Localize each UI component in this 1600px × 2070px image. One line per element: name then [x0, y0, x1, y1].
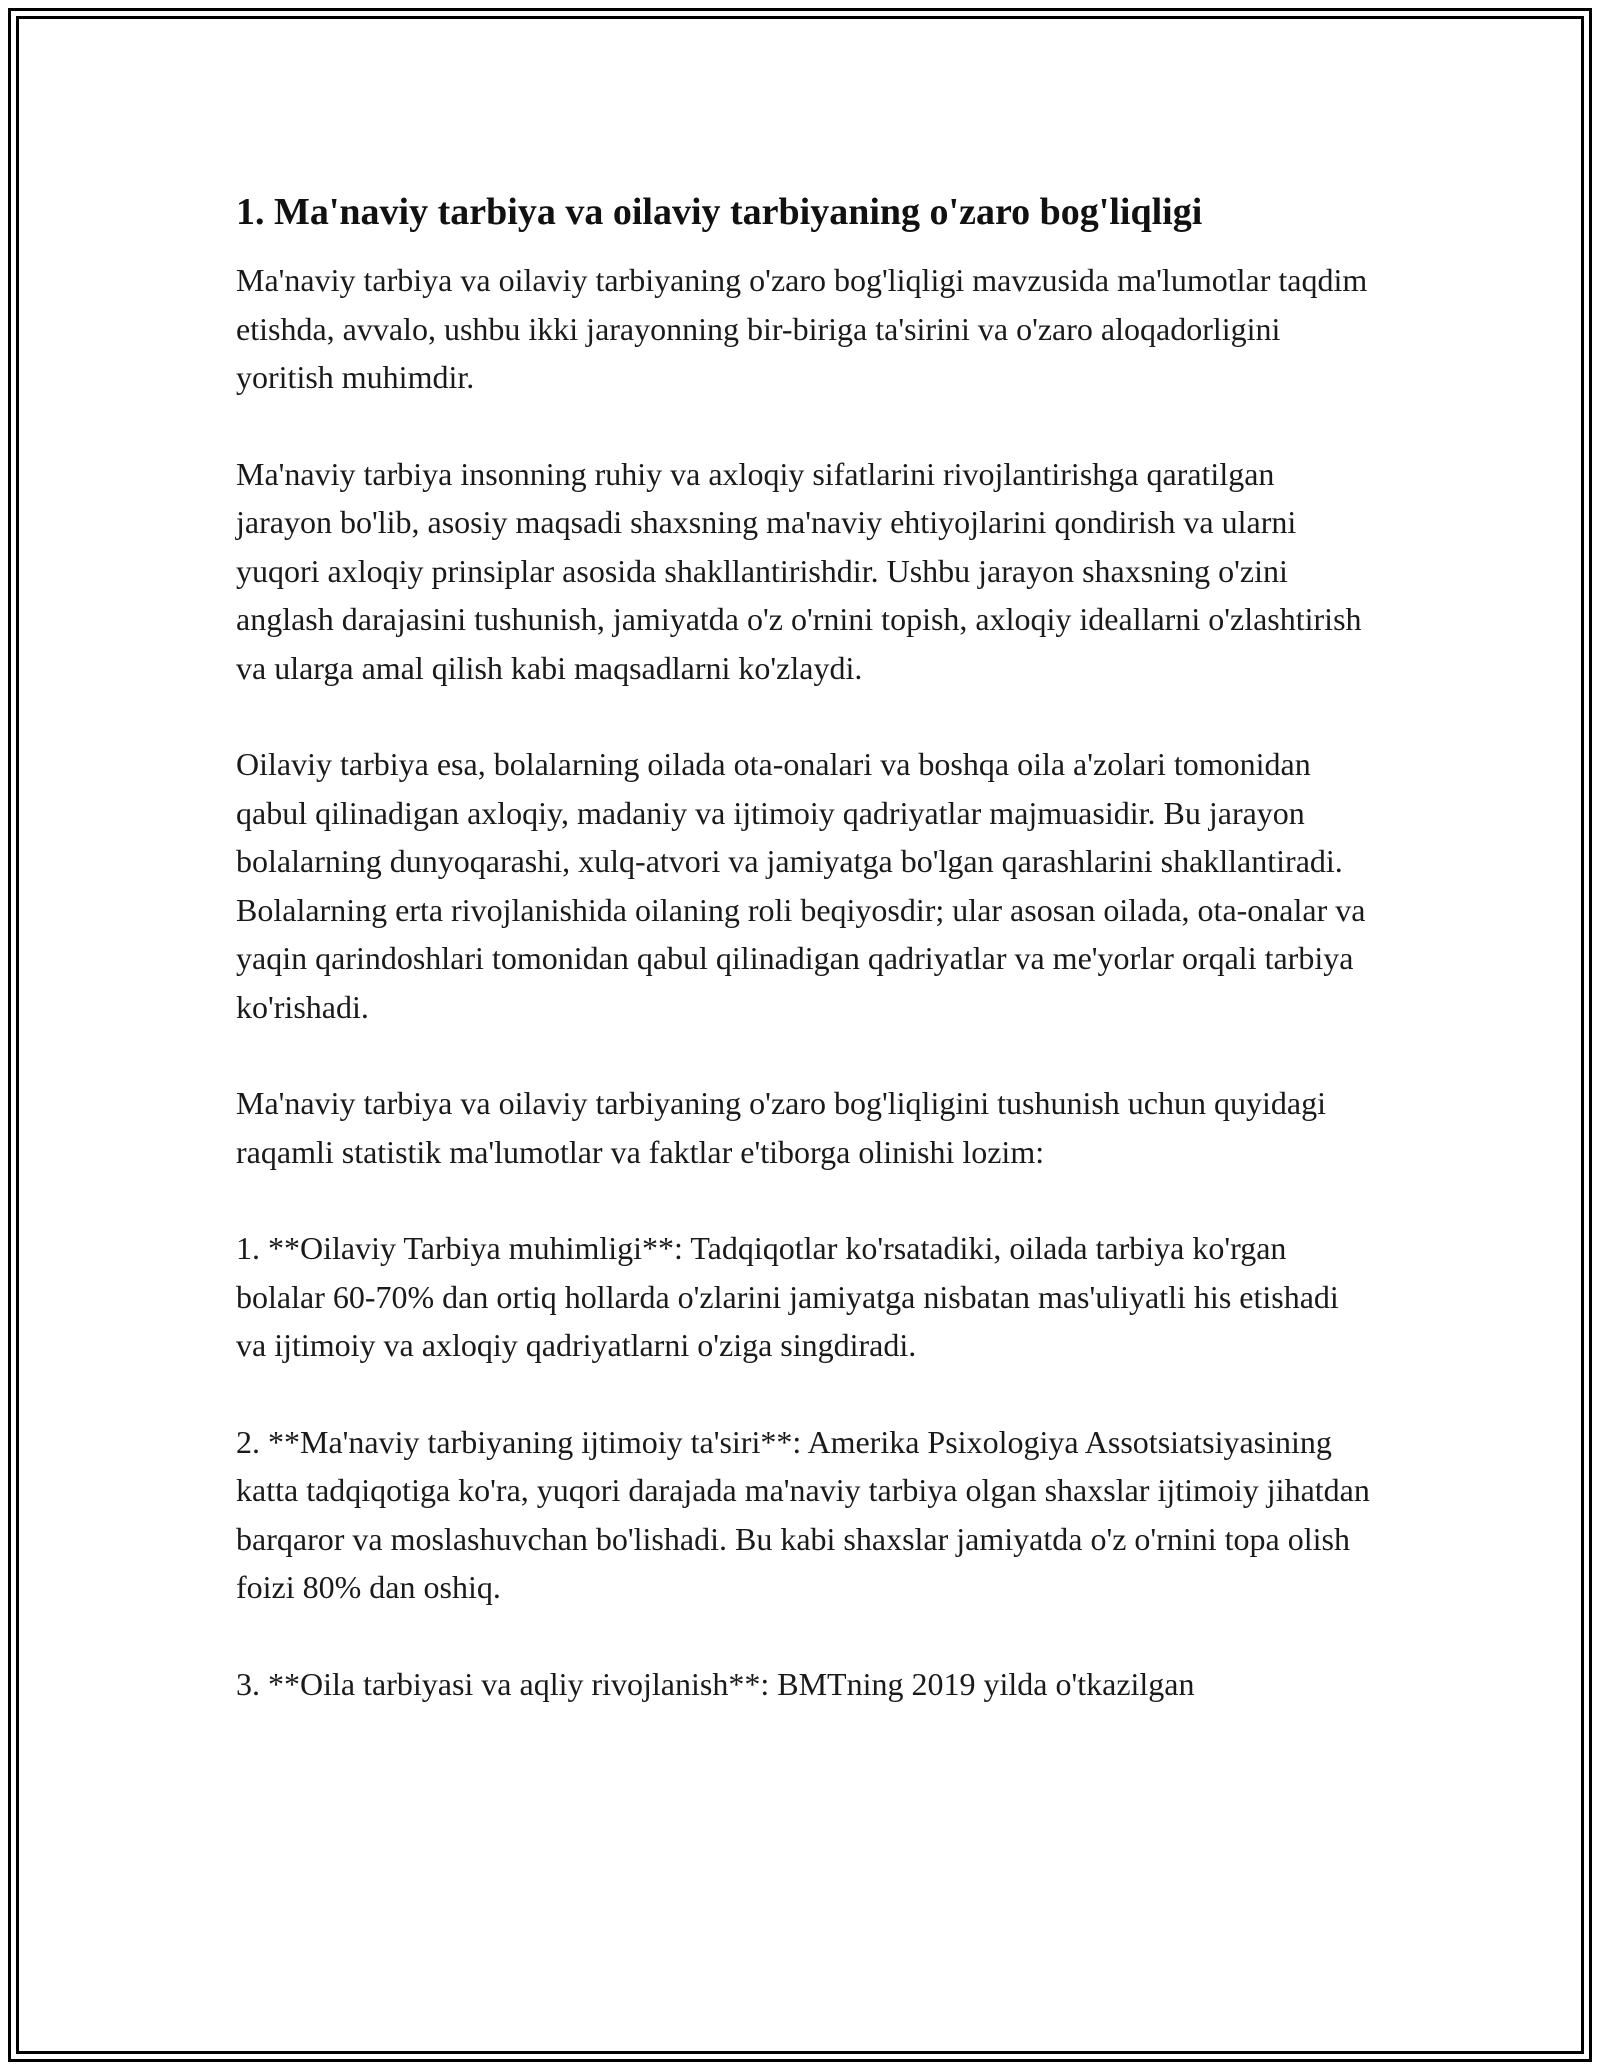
document-title: 1. Ma'naviy tarbiya va oilaviy tarbiyaning o'zaro bog'liqligi [236, 191, 1203, 233]
list-item-1: 1. **Oilaviy Tarbiya muhimligi**: Tadqiqotlar ko'rsatadiki, oilada tarbiya ko'rgan bolalar 60-70% dan ortiq hollarda o'zlarini jamiyatga nisbatan mas'uliyatli his etishadi va ijtimoiy va axloqiy qadriyatlarni o'ziga singdiradi. [236, 1230, 1339, 1363]
document-body [236, 188, 1376, 1756]
paragraph-spiritual-education: Ma'naviy tarbiya insonning ruhiy va axloqiy sifatlarini rivojlantirishga qaratilgan jarayon bo'lib, asosiy maqsadi shaxsning ma'naviy ehtiyojlarini qondirish va ularni yuqori axloqiy prinsiplar asosida shakllantirishdir. Ushbu jarayon shaxsning o'zini anglash darajasini tushunish, jamiyatda o'z o'rnini topish, axloqiy ideallarni o'zlashtirish va ularga amal qilish kabi maqsadlarni ko'zlaydi. [236, 455, 1362, 686]
list-item-2: 2. **Ma'naviy tarbiyaning ijtimoiy ta'siri**: Amerika Psixologiya Assotsiatsiyasining katta tadqiqotiga ko'ra, yuqori darajada ma'naviy tarbiya olgan shaxslar ijtimoiy jihatdan barqaror va moslashuvchan bo'lishadi. Bu kabi shaxslar jamiyatda o'z o'rnini topa olish foizi 80% dan oshiq. [236, 1423, 1370, 1605]
paragraph-family-education: Oilaviy tarbiya esa, bolalarning oilada ota-onalari va boshqa oila a'zolari tomonidan qabul qilinadigan axloqiy, madaniy va ijtimoiy qadriyatlar majmuasidir. Bu jarayon bolalarning dunyoqarashi, xulq-atvori va jamiyatga bo'lgan qarashlarini shakllantiradi. Bolalarning erta rivojlanishida oilaning roli beqiyosdir; ular asosan oilada, ota-onalar va yaqin qarindoshlari tomonidan qabul qilinadigan qadriyatlar va me'yorlar orqali tarbiya ko'rishadi. [236, 746, 1366, 1025]
paragraph-statistics-intro: Ma'naviy tarbiya va oilaviy tarbiyaning o'zaro bog'liqligini tushunish uchun quyidagi raqamli statistik ma'lumotlar va faktlar e'tiborga olinishi lozim: [236, 1085, 1326, 1170]
list-item-3: 3. **Oila tarbiyasi va aqliy rivojlanish**: BMTning 2019 yilda o'tkazilgan [236, 1665, 1195, 1702]
paragraph-intro: Ma'naviy tarbiya va oilaviy tarbiyaning o'zaro bog'liqligi mavzusida ma'lumotlar taqdim etishda, avvalo, ushbu ikki jarayonning bir-biriga ta'sirini va o'zaro aloqadorligini yoritish muhimdir. [236, 262, 1368, 395]
